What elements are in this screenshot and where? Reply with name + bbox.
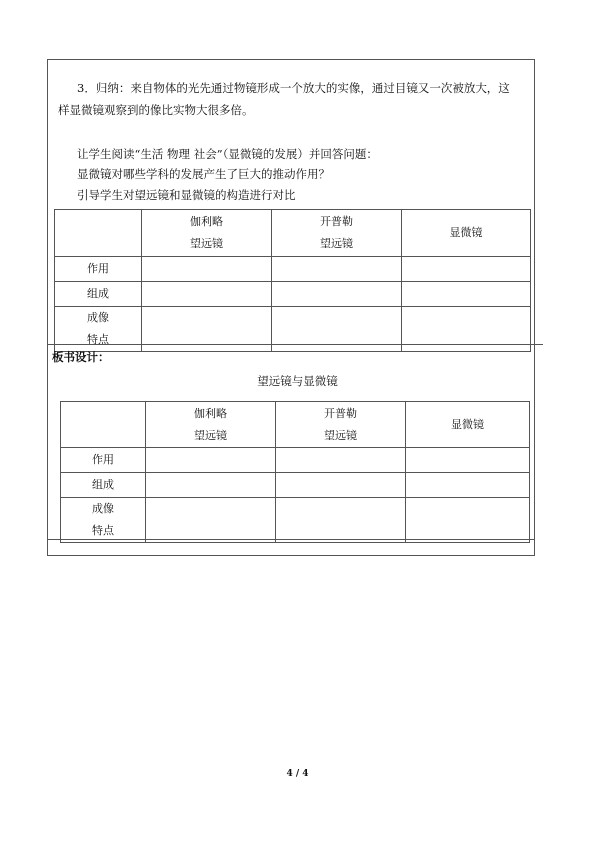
table-header-row [61,402,530,448]
summary-paragraph [77,75,527,101]
table-cell [146,448,276,473]
reading-instruction: 让学生阅读“生活 物理 社会”（显微镜的发展）并回答问题： [77,147,378,161]
table-row [61,498,530,543]
table-row [61,448,530,473]
summary-line-1: 3．归纳：来自物体的光先通过物镜形成一个放大的实像，通过目镜又一次被放大，这 [77,81,510,95]
table-row [55,257,531,282]
header-kepler-line-1: 开普勒 [320,215,353,228]
header-kepler-line-1: 开普勒 [324,406,357,420]
header-galileo-line-2: 望远镜 [194,428,227,442]
table-cell [276,498,406,543]
row-label-imaging-line-1: 成像 [92,502,114,515]
header-galileo-line-1: 伽利略 [190,215,223,228]
header-kepler-telescope [276,402,406,448]
table-cell [276,473,406,498]
row-label-imaging-line-2: 特点 [87,333,109,346]
board-title: 望远镜与显微镜 [257,374,338,388]
header-kepler-line-2: 望远镜 [324,428,357,442]
section-divider [47,344,543,345]
row-label-function: 作用 [55,257,142,282]
row-label-composition: 组成 [55,282,142,307]
summary-line-2: 样显微镜观察到的像比实物大很多倍。 [58,103,254,117]
row-label-imaging [61,498,146,543]
header-microscope: 显微镜 [402,210,531,257]
table-cell [402,257,531,282]
table-header-row [55,210,531,257]
header-galileo-line-1: 伽利略 [194,406,227,420]
header-galileo-telescope [142,210,272,257]
table-cell [272,257,402,282]
table-row [55,282,531,307]
header-empty-cell [55,210,142,257]
header-empty-cell [61,402,146,448]
header-kepler-line-2: 望远镜 [320,237,353,250]
table-cell [406,498,530,543]
bottom-rule [47,539,535,540]
row-label-imaging-line-1: 成像 [87,311,109,324]
row-label-function: 作用 [61,448,146,473]
table-cell [276,448,406,473]
table-cell [146,473,276,498]
reading-question: 显微镜对哪些学科的发展产生了巨大的推动作用？ [77,167,330,181]
header-galileo-telescope [146,402,276,448]
table-row [61,473,530,498]
table-cell [146,498,276,543]
table-cell [406,448,530,473]
header-galileo-line-2: 望远镜 [190,237,223,250]
header-microscope: 显微镜 [406,402,530,448]
board-design-label: 板书设计： [52,350,110,364]
board-comparison-table [60,401,530,543]
table-cell [142,257,272,282]
comparison-table [54,209,531,352]
row-label-composition: 组成 [61,473,146,498]
table-cell [272,282,402,307]
table-cell [406,473,530,498]
comparison-prompt: 引导学生对望远镜和显微镜的构造进行对比 [77,188,296,202]
table-cell [142,282,272,307]
row-label-imaging-line-2: 特点 [92,524,114,537]
header-kepler-telescope [272,210,402,257]
page-number: 4 / 4 [286,769,309,779]
table-cell [402,282,531,307]
